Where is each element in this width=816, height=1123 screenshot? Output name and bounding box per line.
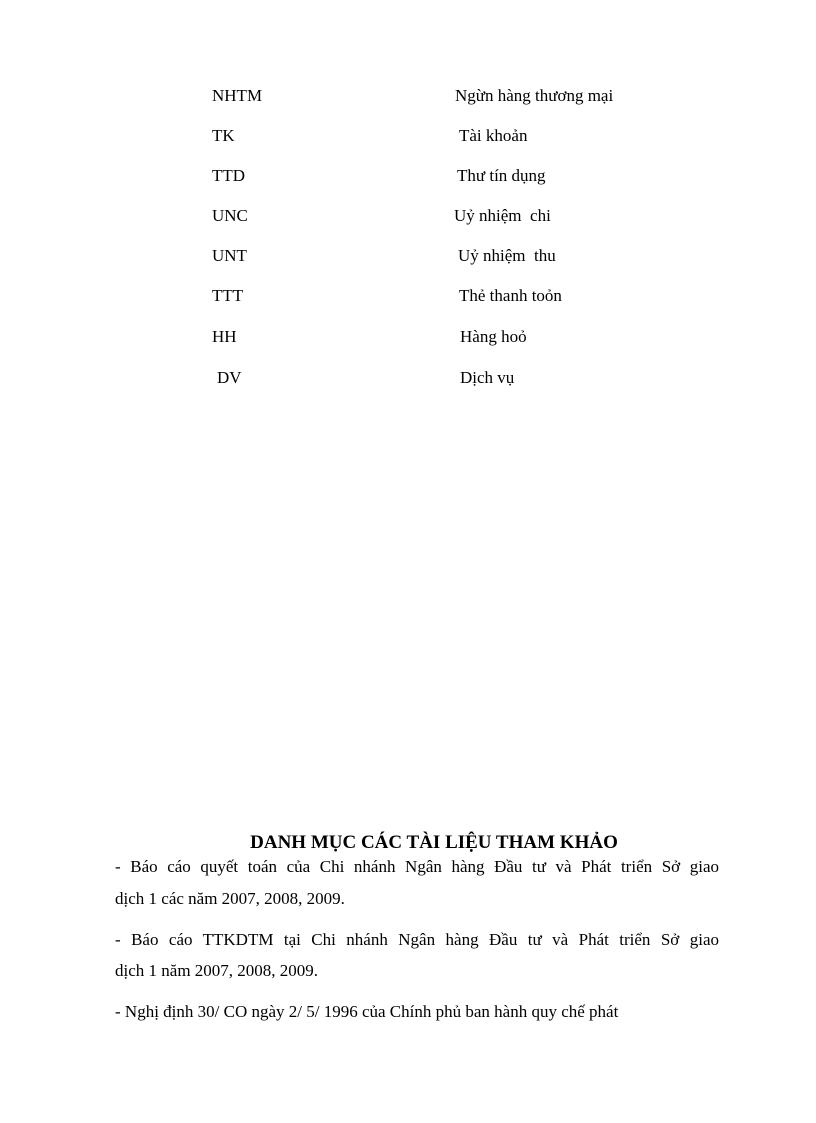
abbreviation-term: UNT	[212, 246, 247, 265]
abbreviation-row	[0, 325, 816, 349]
abbreviation-definition: Hàng hoỏ	[460, 327, 527, 346]
abbreviation-definition: Uỷ nhiệm thu	[458, 246, 556, 265]
abbreviation-row	[0, 284, 816, 308]
reference-line: dịch 1 các năm 2007, 2008, 2009.	[115, 889, 345, 908]
abbreviation-definition: Thư tín dụng	[457, 166, 546, 185]
abbreviation-row	[0, 124, 816, 148]
abbreviation-row	[0, 366, 816, 390]
references-title: DANH MỤC CÁC TÀI LIỆU THAM KHẢO	[250, 832, 618, 853]
reference-line: - Báo cáo quyết toán của Chi nhánh Ngân hàng Đầu tư và Phát triển Sở giao	[115, 857, 719, 876]
abbreviation-term: TK	[212, 126, 235, 145]
abbreviation-term: TTT	[212, 286, 244, 305]
reference-line: - Báo cáo TTKDTM tại Chi nhánh Ngân hàng Đầu tư và Phát triển Sở giao	[115, 930, 719, 949]
reference-line: - Nghị định 30/ CO ngày 2/ 5/ 1996 của Chính phủ ban hành quy chế phát	[115, 1002, 619, 1021]
abbreviation-definition: Ngừn hàng thương mại	[455, 86, 614, 105]
abbreviation-definition: Uỷ nhiệm chi	[454, 206, 551, 225]
abbreviation-row	[0, 84, 816, 108]
abbreviation-definition: Dịch vụ	[460, 368, 515, 387]
abbreviation-term: TTD	[212, 166, 246, 185]
abbreviation-list	[0, 0, 816, 400]
abbreviation-definition: Thẻ thanh toỏn	[459, 286, 562, 305]
abbreviation-row	[0, 164, 816, 188]
abbreviation-definition: Tài khoản	[459, 126, 528, 145]
abbreviation-row	[0, 244, 816, 268]
abbreviation-term: NHTM	[212, 86, 263, 105]
abbreviation-term: UNC	[212, 206, 248, 225]
abbreviation-row	[0, 204, 816, 228]
abbreviation-term: DV	[217, 368, 242, 387]
abbreviation-term: HH	[212, 327, 237, 346]
reference-line: dịch 1 năm 2007, 2008, 2009.	[115, 961, 319, 980]
